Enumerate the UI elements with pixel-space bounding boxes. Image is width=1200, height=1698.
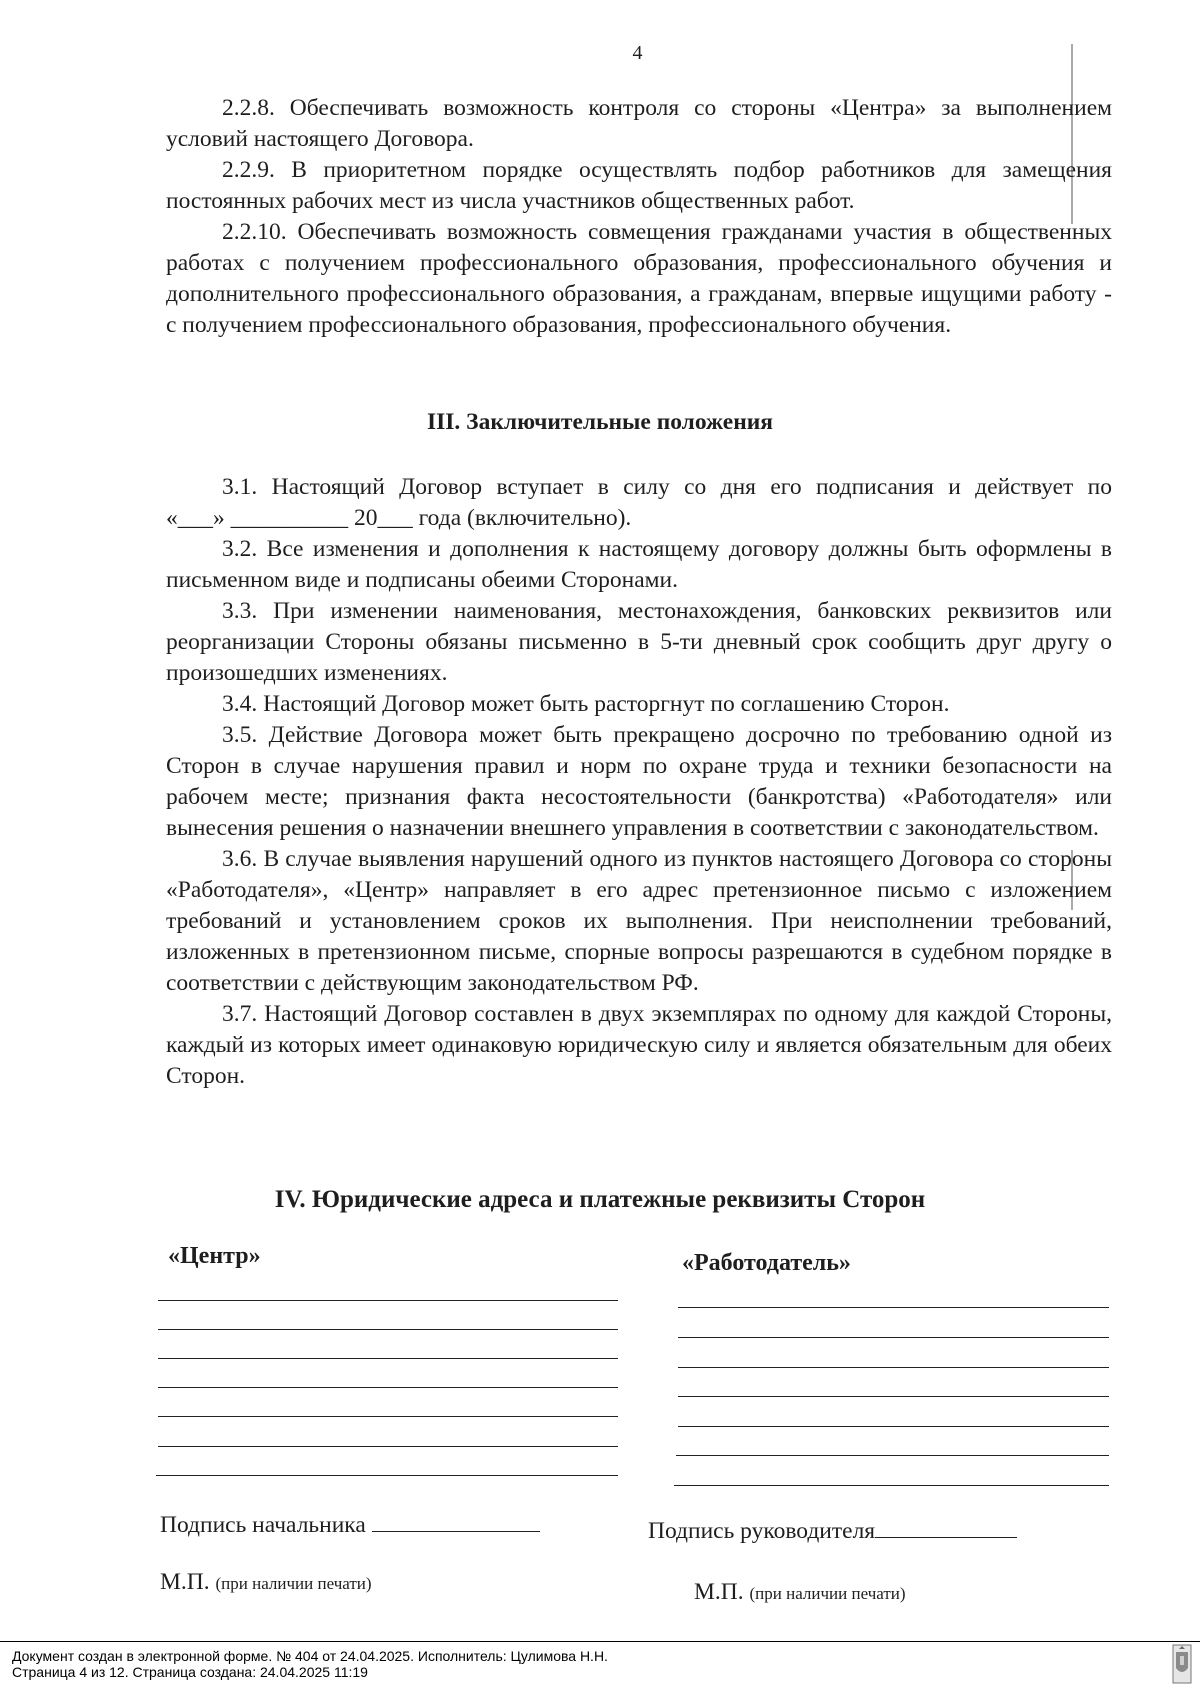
center-mp-note: (при наличии печати) (215, 1574, 372, 1593)
center-signature-label: Подпись начальника (160, 1512, 366, 1538)
employer-mp-note: (при наличии печати) (749, 1584, 906, 1603)
center-signature-blank (372, 1509, 540, 1532)
center-mp-label: М.П. (160, 1569, 210, 1595)
footer-line-1: Документ создан в электронной форме. № 404 от 24.04.2025. Исполнитель: Цулимова Н.Н. (12, 1648, 608, 1664)
clause-3-1-line1: 3.1. Настоящий Договор вступает в силу со дня его подписания и действует по (222, 474, 1112, 500)
clause-2-2-10: 2.2.10. Обеспечивать возможность совмещения гражданами участия в общественных работах с получением профессионального образования, профессионального обучения и дополнительного профессионального образования, а гражданам, впервые ищущими работу - с получением профессионального образования, профессионального обучения. (166, 219, 1112, 338)
center-requisite-line (158, 1416, 618, 1417)
center-title: «Центр» (168, 1243, 261, 1269)
employer-requisite-line (678, 1337, 1109, 1338)
center-requisite-line (158, 1329, 618, 1330)
center-requisite-line (156, 1475, 618, 1476)
clause-3-2: 3.2. Все изменения и дополнения к настоящему договору должны быть оформлены в письменном виде и подписаны обеими Сторонами. (166, 536, 1112, 593)
section3-body (166, 472, 1112, 1092)
clause-2-2-9: 2.2.9. В приоритетном порядке осуществлять подбор работников для замещения постоянных рабочих мест из числа участников общественных работ. (166, 157, 1112, 214)
document-footer (12, 1648, 608, 1680)
center-requisite-line (158, 1358, 618, 1359)
section2-tail (166, 93, 1112, 341)
employer-mp-label: М.П. (694, 1579, 744, 1605)
employer-requisite-line (678, 1367, 1109, 1368)
employer-signature-blank (875, 1515, 1017, 1538)
employer-requisite-line (678, 1426, 1109, 1427)
page-number: 4 (632, 42, 643, 64)
employer-signature (648, 1515, 1017, 1545)
center-signature (160, 1509, 540, 1539)
center-requisite-line (158, 1387, 618, 1388)
clause-2-2-8: 2.2.8. Обеспечивать возможность контроля со стороны «Центра» за выполнением условий настоящего Договора. (166, 95, 1112, 152)
employer-signature-label: Подпись руководителя (648, 1518, 876, 1544)
coat-of-arms-icon (1172, 1644, 1192, 1684)
clause-3-6: 3.6. В случае выявления нарушений одного из пунктов настоящего Договора со стороны «Работодателя», «Центр» направляет в его адрес претензионное письмо с изложением требований и установлением сроков их выполнения. При неисполнении требований, изложенных в претензионном письме, спорные вопросы разрешаются в судебном порядке в соответствии с действующим законодательством РФ. (166, 846, 1112, 996)
section4-title: IV. Юридические адреса и платежные реквизиты Сторон (274, 1186, 926, 1213)
clause-3-7: 3.7. Настоящий Договор составлен в двух экземплярах по одному для каждой Стороны, каждый из которых имеет одинаковую юридическую силу и является обязательным для обеих Сторон. (166, 1001, 1112, 1089)
center-stamp-place (160, 1569, 372, 1596)
clause-3-4: 3.4. Настоящий Договор может быть расторгнут по соглашению Сторон. (222, 691, 950, 717)
footer-divider (0, 1641, 1200, 1642)
center-requisite-line (158, 1300, 618, 1301)
section3-title: III. Заключительные положения (427, 409, 773, 435)
footer-line-2: Страница 4 из 12. Страница создана: 24.04.2025 11:19 (12, 1664, 368, 1680)
employer-requisite-line (674, 1485, 1109, 1486)
clause-3-3: 3.3. При изменении наименования, местонахождения, банковских реквизитов или реорганизации Стороны обязаны письменно в 5-ти дневный срок сообщить друг другу о произошедших изменениях. (166, 598, 1112, 686)
employer-requisite-line (676, 1455, 1109, 1456)
employer-title: «Работодатель» (682, 1250, 851, 1276)
employer-requisite-line (678, 1396, 1109, 1397)
center-requisite-line (158, 1446, 618, 1447)
employer-requisite-line (678, 1307, 1109, 1308)
employer-stamp-place (694, 1579, 906, 1606)
clause-3-5: 3.5. Действие Договора может быть прекращено досрочно по требованию одной из Сторон в случае нарушения правил и норм по охране труда и техники безопасности на рабочем месте; признания факта несостоятельности (банкротства) «Работодателя» или вынесения решения о назначении внешнего управления в соответствии с законодательством. (166, 722, 1112, 841)
clause-3-1-line2: «___» __________ 20___ года (включительно). (166, 505, 632, 531)
